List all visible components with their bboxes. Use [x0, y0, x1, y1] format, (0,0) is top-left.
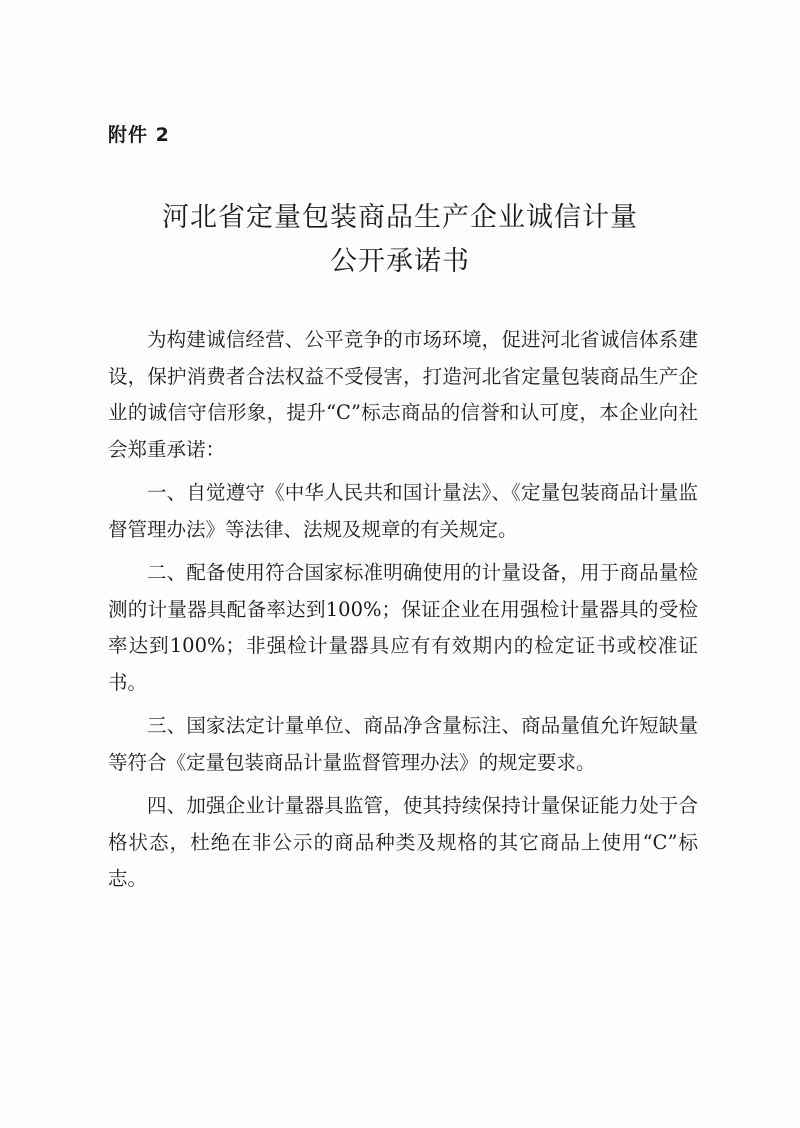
paragraph-item-2: 二、配备使用符合国家标准明确使用的计量设备，用于商品量检测的计量器具配备率达到100%；保证企业在用强检计量器具的受检率达到100%；非强检计量器具应有有效期内的检定证书或校准证书。: [108, 561, 698, 694]
attachment-label: 附件 2: [108, 124, 170, 146]
paragraph-item-4: 四、加强企业计量器具监管，使其持续保持计量保证能力处于合格状态，杜绝在非公示的商品种类及规格的其它商品上使用“C”标志。: [108, 794, 698, 890]
paragraph-item-3: 三、国家法定计量单位、商品净含量标注、商品量值允许短缺量等符合《定量包装商品计量监督管理办法》的规定要求。: [108, 714, 698, 774]
document-title: [0, 196, 800, 284]
paragraph-item-1: 一、自觉遵守《中华人民共和国计量法》、《定量包装商品计量监督管理办法》等法律、法规及规章的有关规定。: [108, 481, 698, 541]
title-line-1: 河北省定量包装商品生产企业诚信计量: [162, 202, 638, 233]
paragraph-intro: 为构建诚信经营、公平竞争的市场环境，促进河北省诚信体系建设，保护消费者合法权益不受侵害，打造河北省定量包装商品生产企业的诚信守信形象，提升“C”标志商品的信誉和认可度，本企业向社会郑重承诺：: [108, 328, 698, 461]
title-line-2: 公开承诺书: [330, 246, 470, 277]
document-body: [108, 322, 698, 905]
